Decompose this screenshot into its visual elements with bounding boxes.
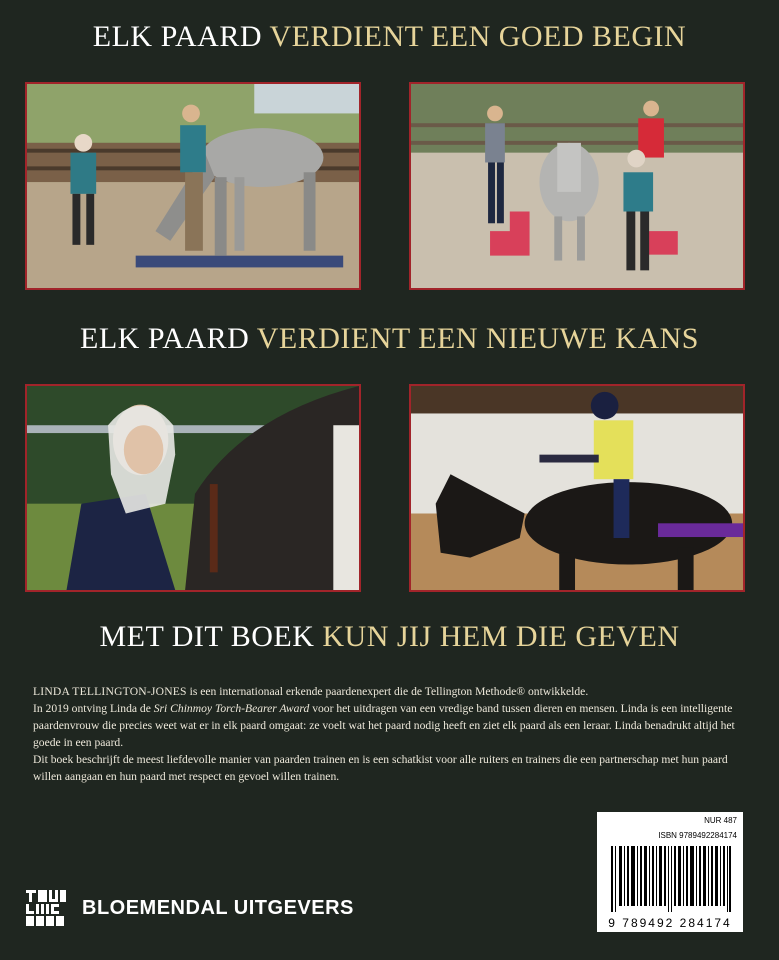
heading-good-start	[0, 20, 779, 54]
heading-white-part: MET DIT BOEK	[99, 620, 323, 653]
author-name: LINDA TELLINGTON-JONES	[33, 685, 187, 698]
blurb-text: is een internationaal erkende paardenexpert die de Tellington Methode® ontwikkelde.	[186, 685, 589, 698]
blurb-paragraph-1	[33, 683, 743, 700]
publisher-name: BLOEMENDAL UITGEVERS	[82, 896, 354, 919]
isbn-text: ISBN 9789492284174	[658, 831, 737, 840]
isbn-barcode	[597, 812, 743, 932]
photo-horse-leading	[409, 82, 745, 290]
blurb-paragraph-2	[33, 700, 743, 751]
photo-linda-horse-closeup	[25, 384, 361, 592]
heading-gold-part: VERDIENT EEN GOED BEGIN	[269, 20, 687, 53]
barcode-bars-icon	[611, 846, 731, 912]
heading-new-chance	[0, 322, 779, 356]
blurb-paragraph-3: Dit boek beschrijft de meest liefdevolle manier van paarden trainen en is een schatkist voor alle ruiters en trainers die een partnerschap met hun paard willen aangaan en hun paard met respect en gevoel willen trainen.	[33, 753, 728, 783]
heading-gold-part: KUN JIJ HEM DIE GEVEN	[322, 620, 680, 653]
blurb-text: In 2019 ontving Linda de	[33, 702, 154, 715]
heading-gold-part: VERDIENT EEN NIEUWE KANS	[256, 322, 699, 355]
publisher-logo-icon	[24, 888, 68, 928]
photo-rider-indoor	[409, 384, 745, 592]
barcode-number: 9 789492 284174	[608, 916, 732, 930]
heading-this-book	[0, 620, 779, 654]
publisher-block	[24, 888, 354, 928]
heading-white-part: ELK PAARD	[92, 20, 270, 53]
back-cover-blurb	[33, 683, 743, 785]
award-name: Sri Chinmoy Torch-Bearer Award	[153, 702, 310, 715]
blurb-text: voor het uitdragen van een vredige band tussen dieren en mensen. Linda is een intelligente paardenvrouw die precies weet wat er in elk paard omgaat: ze voelt wat het paard nodig heeft en ziet elk paard als een leraar. Linda benadrukt altijd het goede in een paard.	[33, 702, 735, 749]
photo-horse-groundwork	[25, 82, 361, 290]
nur-code: NUR 487	[704, 816, 737, 825]
heading-white-part: ELK PAARD	[80, 322, 257, 355]
